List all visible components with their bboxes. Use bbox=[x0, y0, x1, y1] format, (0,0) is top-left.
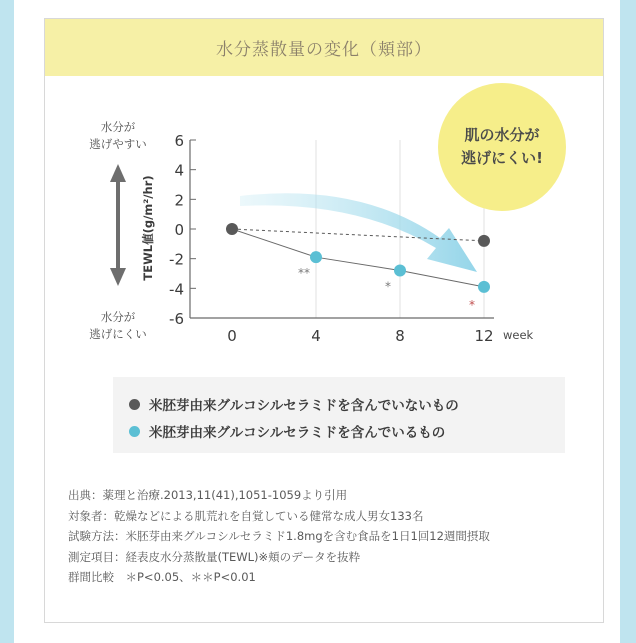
side-label-bottom-line2: 逃げにくい bbox=[89, 327, 147, 341]
y-tick-label: -2 bbox=[169, 250, 184, 269]
callout-line2: 逃げにくい! bbox=[461, 149, 543, 167]
source-line: 出典：薬理と治療.2013,11(41),1051-1059より引用 bbox=[68, 488, 348, 502]
side-label-top-line1: 水分が bbox=[100, 120, 136, 134]
test-data-point bbox=[310, 251, 322, 263]
legend bbox=[113, 377, 565, 453]
direction-arrow-icon bbox=[110, 164, 126, 286]
significance-mark: * bbox=[469, 297, 475, 312]
legend-dot-icon bbox=[129, 426, 140, 437]
legend-item-test bbox=[129, 421, 445, 441]
callout-line1: 肌の水分が bbox=[464, 126, 540, 144]
significance-mark: ** bbox=[298, 266, 310, 281]
figure-title: 水分蒸散量の変化（頬部） bbox=[216, 40, 432, 60]
source-notes bbox=[68, 485, 490, 588]
comparison-line: 群間比較 ＊P<0.05、＊＊P<0.01 bbox=[68, 570, 256, 584]
measure-line: 測定項目：経表皮水分蒸散量(TEWL)※頬のデータを抜粋 bbox=[68, 549, 361, 564]
y-tick-label: 0 bbox=[174, 221, 184, 239]
significance-mark: * bbox=[385, 279, 391, 294]
y-axis-label: TEWL値(g/m²/hr) bbox=[141, 175, 155, 281]
method-line: 試験方法：米胚芽由来グルコシルセラミド1.8mgを含む食品を1日1回12週間摂取 bbox=[68, 529, 490, 543]
side-label-top-line2: 逃げやすい bbox=[89, 137, 147, 151]
y-tick-label: 4 bbox=[174, 161, 184, 180]
x-tick-label: 12 bbox=[474, 327, 494, 345]
side-label-bottom-line1: 水分が bbox=[100, 310, 136, 324]
x-tick-label: 4 bbox=[311, 327, 321, 345]
test-data-point bbox=[394, 265, 406, 277]
x-axis-unit: week bbox=[503, 328, 534, 342]
legend-dot-icon bbox=[129, 399, 140, 410]
legend-label-control: 米胚芽由来グルコシルセラミドを含んでいないもの bbox=[149, 398, 459, 414]
y-tick-label: -6 bbox=[169, 310, 184, 328]
trend-arrow-icon bbox=[240, 193, 477, 272]
y-tick-label: -4 bbox=[169, 280, 184, 299]
legend-label-test: 米胚芽由来グルコシルセラミドを含んでいるもの bbox=[149, 425, 446, 441]
x-tick-label: 8 bbox=[395, 327, 405, 345]
y-tick-label: 2 bbox=[174, 191, 184, 210]
control-data-point bbox=[478, 235, 490, 247]
x-tick-label: 0 bbox=[227, 327, 237, 345]
control-data-point bbox=[226, 223, 238, 235]
legend-item-control bbox=[129, 394, 459, 414]
subject-line: 対象者：乾燥などによる肌荒れを自覚している健常な成人男女133名 bbox=[68, 508, 424, 523]
test-data-point bbox=[478, 281, 490, 293]
y-tick-label: 6 bbox=[174, 132, 184, 150]
callout-badge bbox=[438, 83, 566, 211]
